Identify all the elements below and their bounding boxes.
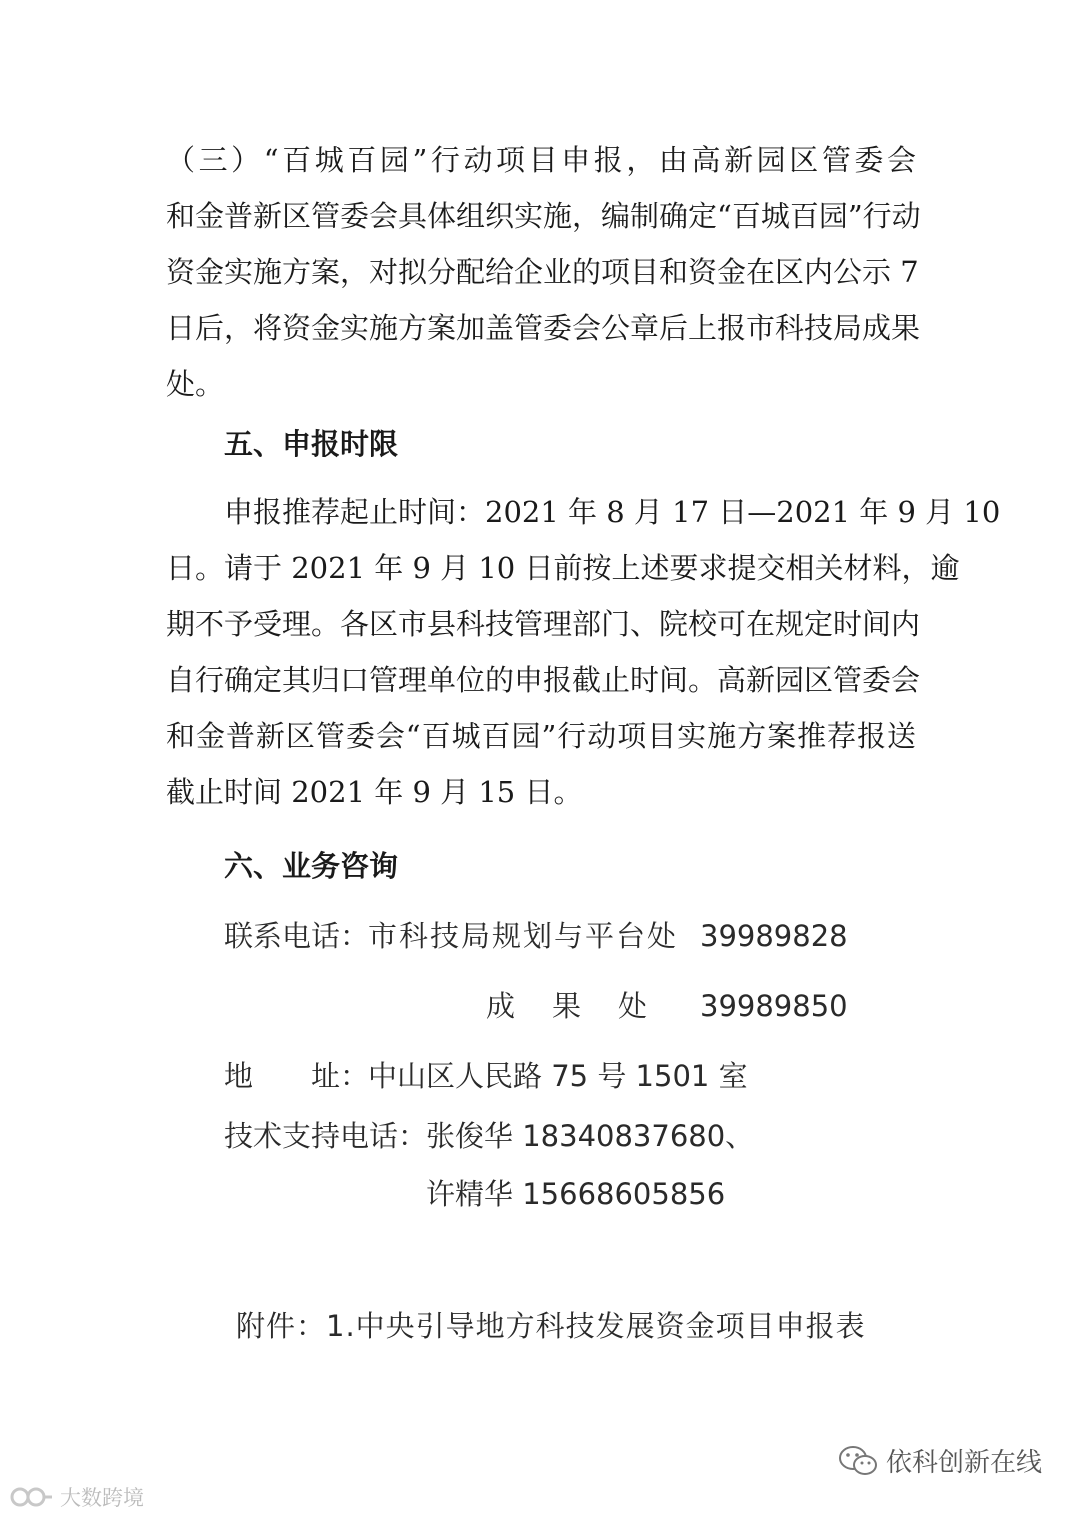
phone2-org: 成 果 处 [486,989,652,1023]
section3-line-3: 资金实施方案，对拟分配给企业的项目和资金在区内公示 7 [166,255,919,289]
section5-line-6: 截止时间 2021 年 9 月 15 日。 [166,775,583,809]
logo-icon [10,1484,54,1510]
tech-support-contact-1: 张俊华 18340837680、 [426,1119,755,1153]
watermark-left-text: 大数跨境 [60,1486,144,1510]
tech-support-label: 技术支持电话： [224,1119,428,1153]
section3-line-5: 处。 [166,367,225,401]
section3-line-1: （三）“百城百园”行动项目申报，由高新园区管委会 [166,143,916,177]
address-label: 地 址： [224,1059,370,1093]
phone1-org: 市科技局规划与平台处 [368,919,679,953]
section5-line-1: 申报推荐起止时间：2021 年 8 月 17 日—2021 年 9 月 10 [224,495,1001,529]
address-value: 中山区人民路 75 号 1501 室 [368,1059,748,1093]
phone2-number: 39989850 [700,989,848,1023]
section6-heading: 六、业务咨询 [224,849,399,883]
phone1-number: 39989828 [700,919,848,953]
attachment-line: 附件：1.中央引导地方科技发展资金项目申报表 [236,1309,866,1343]
section5-line-2: 日。请于 2021 年 9 月 10 日前按上述要求提交相关材料，逾 [166,551,960,585]
phone-label: 联系电话： [224,919,370,953]
tech-support-contact-2: 许精华 15668605856 [426,1177,726,1211]
section5-heading: 五、申报时限 [224,427,399,461]
section5-line-5: 和金普新区管委会“百城百园”行动项目实施方案推荐报送 [166,719,916,753]
section3-line-4: 日后，将资金实施方案加盖管委会公章后上报市科技局成果 [166,311,921,345]
section3-line-2: 和金普新区管委会具体组织实施，编制确定“百城百园”行动 [166,199,921,233]
watermark-left [10,1482,144,1512]
watermark-right [838,1442,1042,1479]
wechat-icon [838,1444,878,1478]
watermark-right-text: 依科创新在线 [886,1448,1043,1478]
section5-line-4: 自行确定其归口管理单位的申报截止时间。高新园区管委会 [166,663,921,697]
section5-line-3: 期不予受理。各区市县科技管理部门、院校可在规定时间内 [166,607,921,641]
